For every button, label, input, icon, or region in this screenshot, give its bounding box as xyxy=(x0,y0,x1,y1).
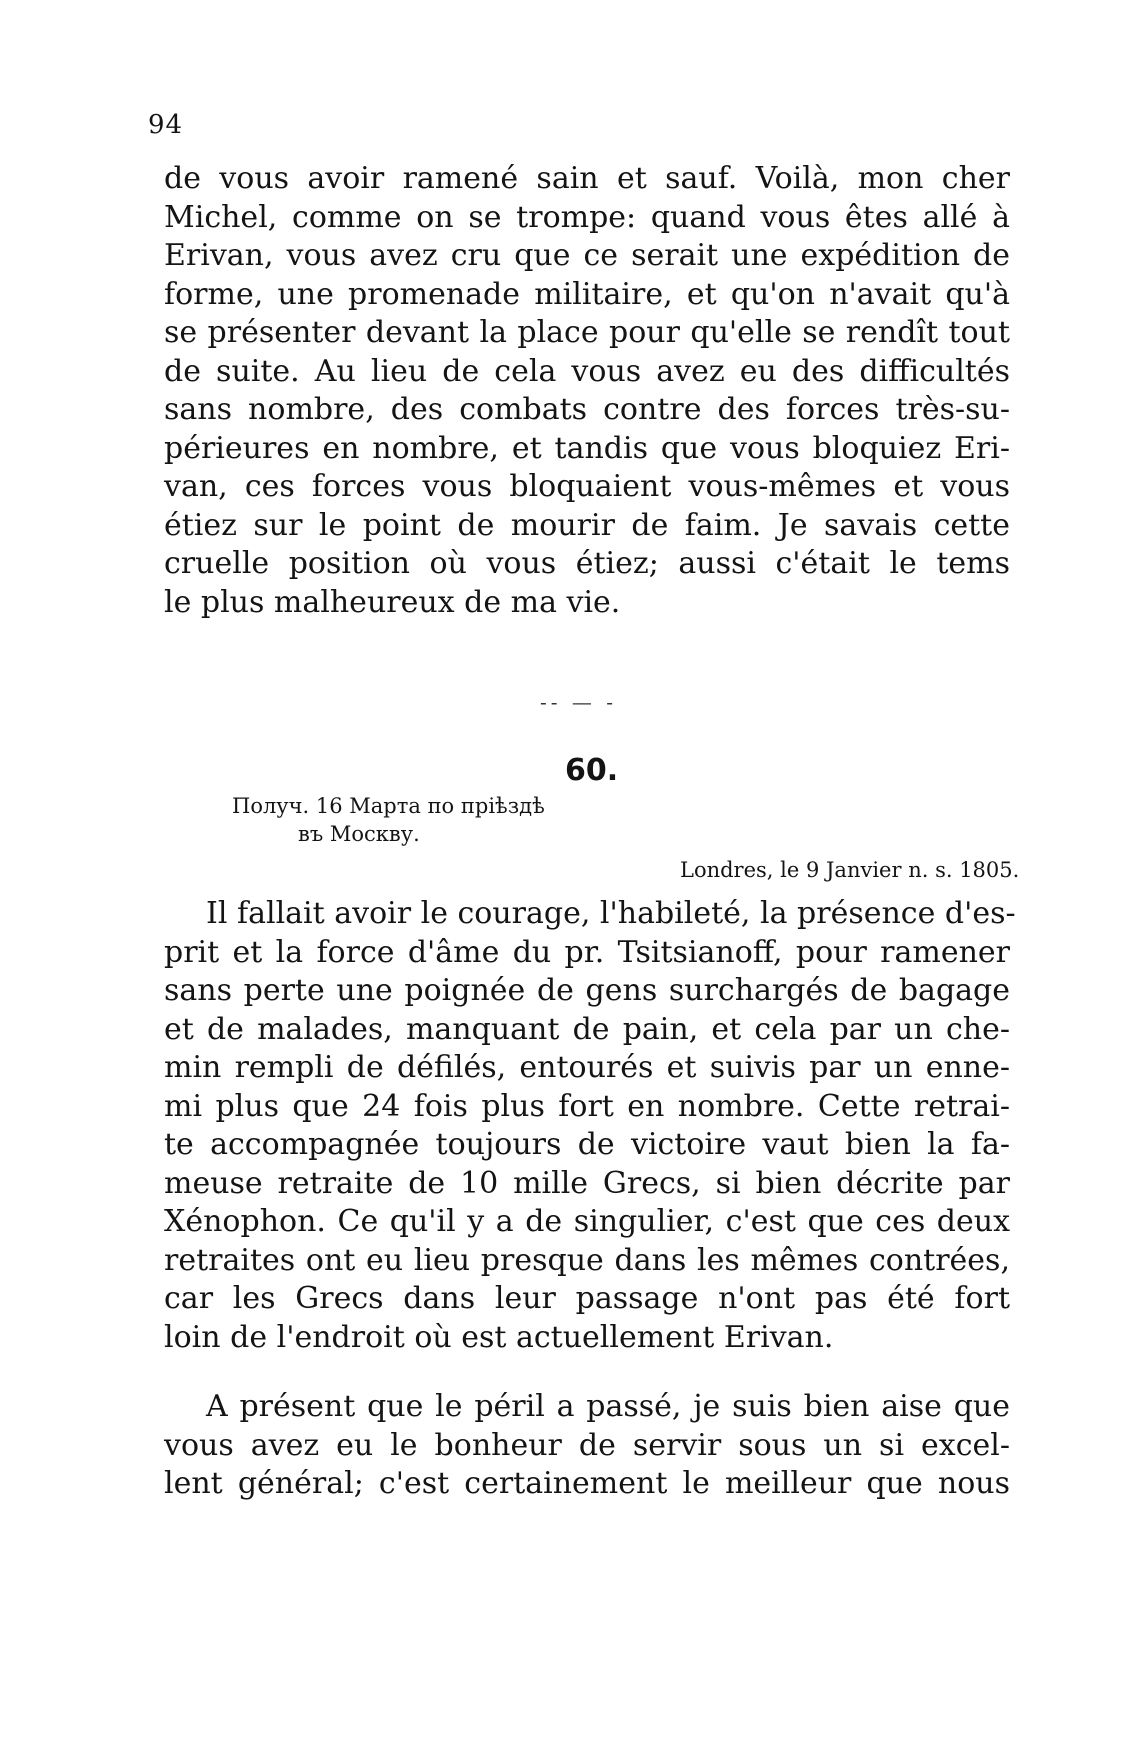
text-line: meuse retraite de 10 mille Grecs, si bien décrite par xyxy=(164,1165,1010,1201)
text-line: Il fallait avoir le courage, l'habileté, la présence d'es- xyxy=(206,896,1016,931)
text-line: de vous avoir ramené sain et sauf. Voilà, mon cher xyxy=(164,161,1010,196)
letter-number: 60. xyxy=(565,753,619,788)
text-line: se présenter devant la place pour qu'elle se rendît tout xyxy=(164,315,1010,350)
text-line: A présent que le péril a passé, je suis bien aise que xyxy=(206,1389,1010,1424)
text-line: de suite. Au lieu de cela vous avez eu des difficultés xyxy=(164,353,1010,389)
page-number: 94 xyxy=(148,110,184,140)
section-separator: -- — - xyxy=(540,690,617,714)
text-line: cruelle position où vous étiez; aussi c'était le tems xyxy=(164,546,1010,581)
text-line: sans perte une poignée de gens surchargés de bagage xyxy=(164,973,1010,1008)
place-date: Londres, le 9 Janvier n. s. 1805. xyxy=(680,858,1020,882)
text-line: lent général; c'est certainement le meilleur que nous xyxy=(164,1466,1010,1501)
text-line: et de malades, manquant de pain, et cela par un che- xyxy=(164,1011,1010,1047)
paragraph-3 xyxy=(164,1388,1010,1504)
text-line: le plus malheureux de ma vie. xyxy=(164,584,621,620)
text-line: Erivan, vous avez cru que ce serait une expédition de xyxy=(164,238,1010,273)
text-line: te accompagnée toujours de victoire vaut bien la fa- xyxy=(164,1127,1010,1162)
text-line: van, ces forces vous bloquaient vous-mêmes et vous xyxy=(164,469,1010,504)
text-line: loin de l'endroit où est actuellement Erivan. xyxy=(164,1319,834,1355)
received-note-line: въ Москву. xyxy=(298,822,420,846)
text-line: min rempli de défilés, entourés et suivis par un enne- xyxy=(164,1050,1010,1085)
text-line: étiez sur le point de mourir de faim. Je savais cette xyxy=(164,507,1010,543)
text-line: mi plus que 24 fois plus fort en nombre. Cette retrai- xyxy=(164,1088,1010,1124)
text-line: sans nombre, des combats contre des forces très-su- xyxy=(164,392,1010,427)
received-note-line: Получ. 16 Марта по пріѣздѣ xyxy=(232,794,545,818)
text-line: Michel, comme on se trompe: quand vous êtes allé à xyxy=(164,199,1010,235)
text-line: prit et la force d'âme du pr. Tsitsianoff, pour ramener xyxy=(164,934,1010,970)
text-line: car les Grecs dans leur passage n'ont pas été fort xyxy=(164,1281,1010,1316)
text-line: périeures en nombre, et tandis que vous bloquiez Eri- xyxy=(164,430,1010,466)
text-line: forme, une promenade militaire, et qu'on n'avait qu'à xyxy=(164,276,1010,312)
text-line: vous avez eu le bonheur de servir sous un si excel- xyxy=(164,1427,1010,1463)
paragraph-2 xyxy=(164,895,1016,1357)
text-line: retraites ont eu lieu presque dans les mêmes contrées, xyxy=(164,1242,1010,1278)
text-line: Xénophon. Ce qu'il y a de singulier, c'est que ces deux xyxy=(164,1204,1010,1239)
received-note xyxy=(232,792,545,848)
paragraph-1 xyxy=(164,160,1010,622)
